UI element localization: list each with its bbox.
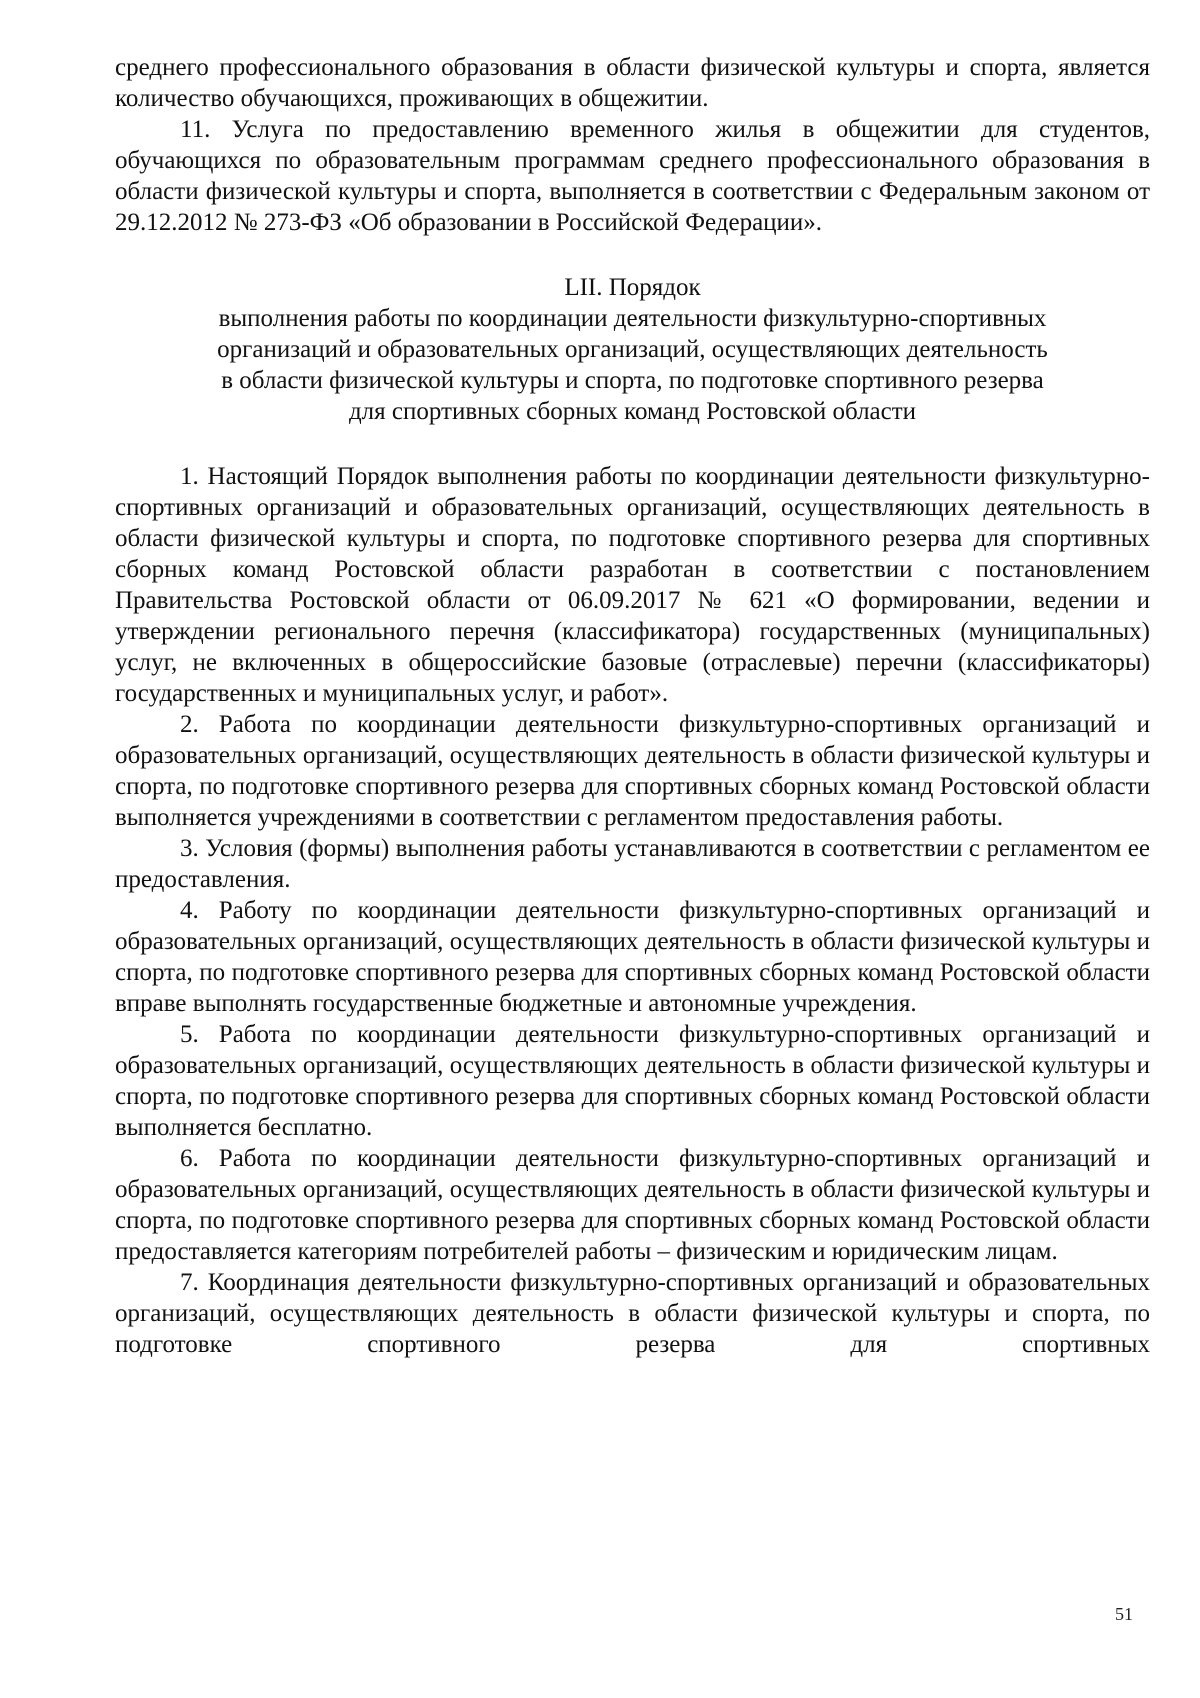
paragraph-item-2: 2. Работа по координации деятельности физкультурно-спортивных организаций и образовательных организаций, осуществляющих деятельность в области физической культуры и спорта, по подготовке спортивного резерва для спортивных сборных команд Ростовской области выполняется учреждениями в соответствии с регламентом предоставления работы.: [115, 711, 1150, 831]
paragraph-item-1: 1. Настоящий Порядок выполнения работы по координации деятельности физкультурно-спортивных организаций и образовательных организаций, осуществляющих деятельность в области физической культуры и спорта, по подготовке спортивного резерва для спортивных сборных команд Ростовской области разработан в соответствии с постановлением Правительства Ростовской области от 06.09.2017 № 621 «О формировании, ведении и утверждении регионального перечня (классификатора) государственных (муниципальных) услуг, не включенных в общероссийские базовые (отраслевые) перечни (классификаторы) государственных и муниципальных услуг, и работ».: [115, 463, 1150, 707]
paragraph-item-11: 11. Услуга по предоставлению временного жилья в общежитии для студентов, обучающихся по образовательным программам среднего профессионального образования в области физической культуры и спорта, выполняется в соответствии с Федеральным законом от 29.12.2012 № 273-ФЗ «Об образовании в Российской Федерации».: [115, 116, 1150, 236]
paragraph-item-4: 4. Работу по координации деятельности физкультурно-спортивных организаций и образовательных организаций, осуществляющих деятельность в области физической культуры и спорта, по подготовке спортивного резерва для спортивных сборных команд Ростовской области вправе выполнять государственные бюджетные и автономные учреждения.: [115, 897, 1150, 1017]
section-heading-line-1: выполнения работы по координации деятельности физкультурно-спортивных: [218, 305, 1047, 332]
paragraph-item-6: 6. Работа по координации деятельности физкультурно-спортивных организаций и образовательных организаций, осуществляющих деятельность в области физической культуры и спорта, по подготовке спортивного резерва для спортивных сборных команд Ростовской области предоставляется категориям потребителей работы – физическим и юридическим лицам.: [115, 1145, 1150, 1265]
page-number: 51: [1115, 1604, 1133, 1624]
paragraph-intro-continuation: среднего профессионального образования в области физической культуры и спорта, является количество обучающихся, проживающих в общежитии.: [115, 54, 1150, 112]
section-heading-line-3: в области физической культуры и спорта, по подготовке спортивного резерва: [221, 367, 1044, 394]
section-heading-line-4: для спортивных сборных команд Ростовской области: [348, 398, 917, 425]
section-number-title: LII. Порядок: [564, 274, 701, 301]
paragraph-item-7: 7. Координация деятельности физкультурно-спортивных организаций и образовательных организаций, осуществляющих деятельность в области физической культуры и спорта, по подготовке спортивного резерва для спортивных: [115, 1269, 1150, 1358]
document-page: [115, 52, 1150, 1360]
section-heading-line-2: организаций и образовательных организаций, осуществляющих деятельность: [217, 336, 1048, 363]
paragraph-item-3: 3. Условия (формы) выполнения работы устанавливаются в соответствии с регламентом ее предоставления.: [115, 835, 1150, 893]
section-heading: [115, 272, 1150, 427]
paragraph-item-5: 5. Работа по координации деятельности физкультурно-спортивных организаций и образовательных организаций, осуществляющих деятельность в области физической культуры и спорта, по подготовке спортивного резерва для спортивных сборных команд Ростовской области выполняется бесплатно.: [115, 1021, 1150, 1141]
